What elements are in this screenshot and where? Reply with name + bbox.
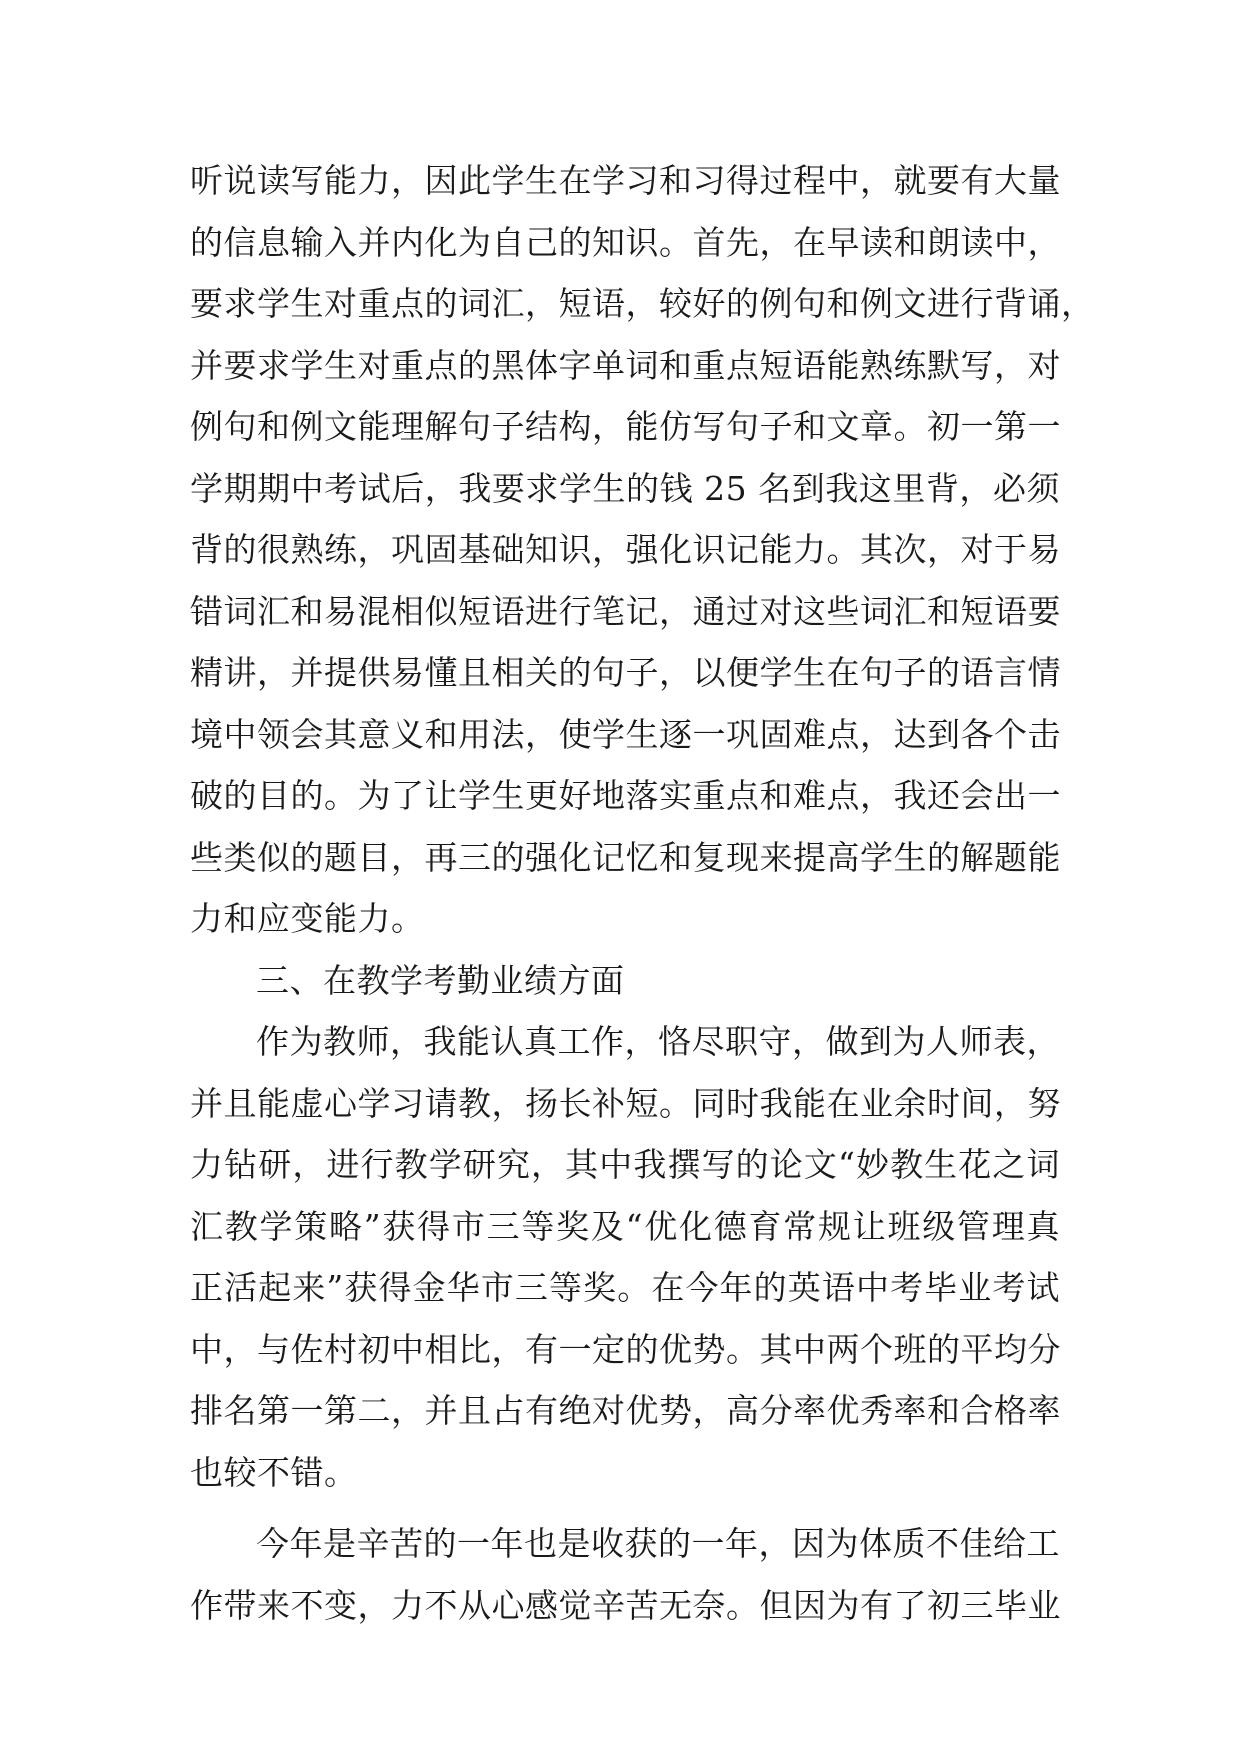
document-body — [190, 150, 1095, 1636]
text-line: 要求学生对重点的词汇，短语，较好的例句和例文进行背诵， — [190, 284, 1095, 323]
text-line: 力钻研，进行教学研究，其中我撰写的论文“妙教生花之词 — [190, 1145, 1060, 1184]
section-heading: 三、在教学考勤业绩方面 — [256, 960, 625, 1000]
paragraph-1 — [190, 150, 1095, 950]
text-line: 作为教师，我能认真工作，恪尽职守，做到为人师表， — [256, 1022, 1060, 1061]
text-line: 精讲，并提供易懂且相关的句子，以便学生在句子的语言情 — [190, 653, 1061, 692]
text-line: 听说读写能力，因此学生在学习和习得过程中，就要有大量 — [190, 161, 1061, 200]
text-line: 作带来不变，力不从心感觉辛苦无奈。但因为有了初三毕业 — [190, 1585, 1061, 1625]
text-line: 的信息输入并内化为自己的知识。首先，在早读和朗读中， — [190, 222, 1061, 262]
text-line: 排名第一第二，并且占有绝对优势，高分率优秀率和合格率 — [190, 1391, 1061, 1430]
paragraph-spacing — [190, 1503, 1060, 1513]
text-line: 力和应变能力。 — [190, 899, 425, 938]
text-line: 今年是辛苦的一年也是收获的一年，因为体质不佳给工 — [256, 1524, 1060, 1563]
text-line: 汇教学策略”获得市三等奖及“优化德育常规让班级管理真 — [190, 1206, 1060, 1246]
text-line: 例句和例文能理解句子结构，能仿写句子和文章。初一第一 — [190, 407, 1061, 446]
text-line: 错词汇和易混相似短语进行笔记，通过对这些词汇和短语要 — [190, 591, 1061, 631]
text-line: 正活起来”获得金华市三等奖。在今年的英语中考毕业考试 — [190, 1268, 1060, 1307]
text-line: 中，与佐村初中相比，有一定的优势。其中两个班的平均分 — [190, 1329, 1061, 1369]
text-line: 学期期中考试后，我要求学生的钱 25 名到我这里背，必须 — [190, 468, 1060, 508]
text-line: 境中领会其意义和用法，使学生逐一巩固难点，达到各个击 — [190, 714, 1061, 754]
paragraph-2 — [190, 1011, 1060, 1503]
text-line: 并要求学生对重点的黑体字单词和重点短语能熟练默写，对 — [190, 345, 1061, 385]
text-line: 并且能虚心学习请教，扬长补短。同时我能在业余时间，努 — [190, 1083, 1061, 1123]
paragraph-3 — [190, 1513, 1060, 1636]
text-line: 也较不错。 — [190, 1452, 358, 1492]
text-line: 背的很熟练，巩固基础知识，强化识记能力。其次，对于易 — [190, 530, 1061, 569]
text-line: 破的目的。为了让学生更好地落实重点和难点，我还会出一 — [190, 776, 1061, 815]
text-line: 些类似的题目，再三的强化记忆和复现来提高学生的解题能 — [190, 837, 1061, 877]
